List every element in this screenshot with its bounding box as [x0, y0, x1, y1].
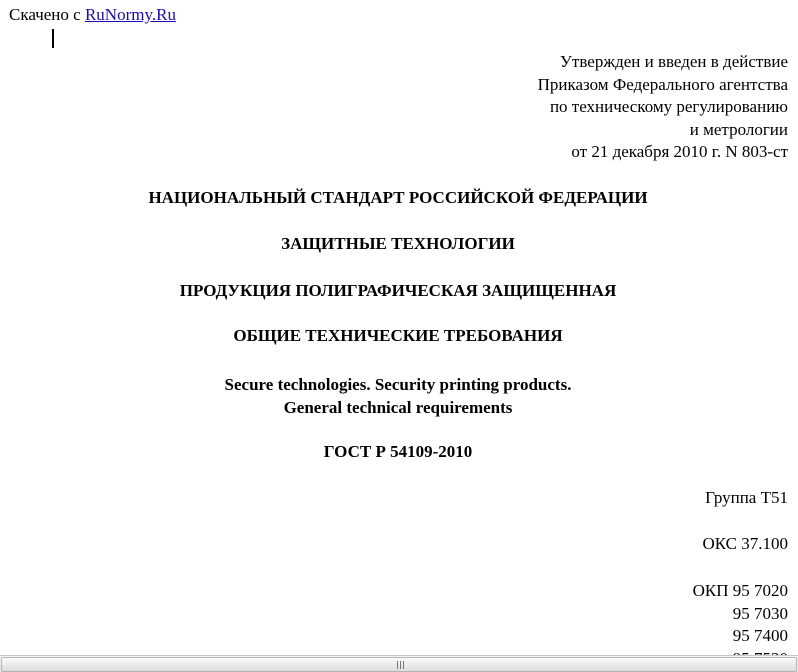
english-title-line: Secure technologies. Security printing products. [224, 375, 572, 394]
approval-line: Утвержден и введен в действие [559, 52, 788, 71]
approval-block [538, 51, 788, 164]
approval-line: и метрологии [689, 119, 788, 139]
okp-code: 95 7030 [732, 603, 788, 623]
english-title-line: General technical requirements [283, 398, 513, 417]
grip-icon [397, 661, 406, 669]
gost-number: ГОСТ Р 54109-2010 [323, 442, 473, 461]
source-link[interactable]: RuNormy.Ru [84, 5, 176, 24]
approval-line: от 21 декабря 2010 г. N 803-ст [571, 142, 788, 161]
requirements-title: ОБЩИЕ ТЕХНИЧЕСКИЕ ТРЕБОВАНИЯ [233, 326, 563, 345]
source-prefix: Скачено с [9, 5, 81, 24]
standard-heading: НАЦИОНАЛЬНЫЙ СТАНДАРТ РОССИЙСКОЙ ФЕДЕРАЦИИ [148, 188, 648, 207]
english-title [0, 373, 796, 419]
source-line [9, 5, 176, 25]
approval-line: по техническому регулированию [549, 97, 788, 116]
subject-title: ЗАЩИТНЫЕ ТЕХНОЛОГИИ [281, 234, 515, 253]
okp-code: ОКП 95 7020 [692, 581, 788, 600]
product-title: ПРОДУКЦИЯ ПОЛИГРАФИЧЕСКАЯ ЗАЩИЩЕННАЯ [179, 281, 617, 300]
group-code: Группа Т51 [705, 488, 788, 507]
scrollbar-thumb[interactable] [1, 657, 797, 672]
horizontal-scrollbar[interactable] [0, 655, 798, 672]
text-cursor [52, 29, 54, 48]
okp-code: 95 7400 [732, 626, 788, 645]
approval-line: Приказом Федерального агентства [537, 74, 788, 94]
oks-code: ОКС 37.100 [702, 534, 788, 553]
